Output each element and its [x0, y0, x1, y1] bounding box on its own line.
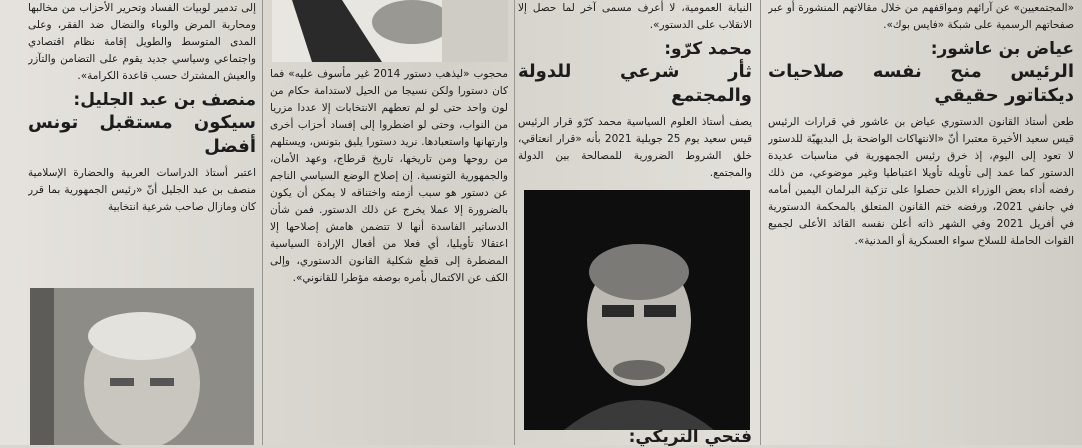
portrait-photo-ben-abdeljelil [30, 288, 254, 445]
article-body-text: محجوب «ليذهب دستور 2014 غير مأسوف عليه» فما كان دستورا ولكن نسيجا من الحيل لاستدامة حكام من لون واحد حتى لو لم تعطهم الانتخابات إلا عددا مزريا من النواب، وحتى لو اضطروا إلى إفساد أحزاب أخرى وارتهانها واستعبادها. نريد دستورا يليق بتونس، ويستلهم من روحها ومن تاريخها، تاريخ قرطاج، وعهد الأمان، والجمهورية التونسية. إن إصلاح الوضع السياسي الناجم عن دستور هو سبب أزمته واختناقه لا يمكن أن يكون بالضرورة إلا عملا يخرج عن ذلك الدستور. فمن شأن الدساتير الفاسدة أنها لا تتضمن هامش إصلاحها إلا اعتقالا تأويليا، أي فعلا من أفعال الإرادة السياسية المضطرة إلى قطع شكلية القانون الدستوري، وإلى الكف عن الاكتمال بأمره بوصفه مؤطرا للقانوني». [270, 68, 508, 284]
section-heading-name: عياض بن عاشور: [930, 39, 1074, 59]
column-divider [262, 0, 263, 445]
section-heading-name: منصف بن عبد الجليل: [73, 90, 256, 110]
article-column-mahjoub [270, 66, 508, 445]
section-heading-title: سيكون مستقبل تونس أفضل [28, 112, 256, 157]
article-column-ben-achour [768, 0, 1074, 445]
article-body-text: يصف أستاذ العلوم السياسية محمد كرّو قرار الرئيس قيس سعيد يوم 25 جويلية 2021 بأنه «قرار انعتاقي، خلق الشروط الضرورية للمصالحة بين الدولة والمجتمع. [518, 116, 752, 179]
article-body-text: طعن أستاذ القانون الدستوري عياض بن عاشور في قرارات الرئيس قيس سعيد الأخيرة معتبرا أنّ «الانتهاكات الواضحة بل البديهيّة للدستور لا تعود إلى اليوم، إذ خرق رئيس الجمهورية في مناسبات عديدة الدستور كما عمد إلى تأويله تأويلا اعتباطيا وغير موضوعي، من ذلك رفضه أداء بعض الوزراء الذين حصلوا على تزكية البرلمان اليمين أمامه في جانفي 2021، ورفضه ختم القانون المتعلق بالمحكمة الدستورية في أفريل 2021 وفي الشهر ذاته أعلن نفسه القائد الأعلى لجميع القوات الحاملة للسلاح سواء العسكرية أو المدنية». [768, 116, 1074, 247]
column-divider [514, 0, 515, 445]
section-heading-name: محمد كرّو: [664, 39, 752, 59]
column-intro-text: «المجتمعيين» عن آرائهم ومواقفهم من خلال مقالاتهم المنشورة أو عبر صفحاتهم الرسمية على شبكة «فايس بوك». [768, 2, 1074, 31]
section-heading-title: ثأر شرعي للدولة والمجتمع [518, 61, 752, 106]
column-divider [760, 0, 761, 445]
footer-heading: فتحي التريكي: [628, 427, 752, 447]
photo-top-cropped [272, 0, 508, 62]
section-heading-title: الرئيس منح نفسه صلاحيات ديكتاتور حقيقي [768, 61, 1074, 106]
article-body-text: اعتبر أستاذ الدراسات العربية والحضارة الإسلامية منصف بن عبد الجليل أنّ «رئيس الجمهورية بما قرر كان ومازال صاحب شرعية انتخابية [28, 167, 256, 213]
column-intro-text: إلى تدمير لوبيات الفساد وتحرير الأحزاب من مخالبها ومحاربة المرض والوباء والنضال ضد الفقر، وعلى المدى المتوسط والطويل إقامة نظام اقتصادي واجتماعي وسياسي جديد يقوم على التضامن والتآزر والعيش المشترك حسب قاعدة الكرامة». [28, 2, 256, 82]
column-intro-text: النيابة العمومية، لا أعرف مسمى آخر لما حصل إلا الانقلاب على الدستور». [518, 2, 752, 31]
portrait-photo-karrou [524, 190, 750, 430]
